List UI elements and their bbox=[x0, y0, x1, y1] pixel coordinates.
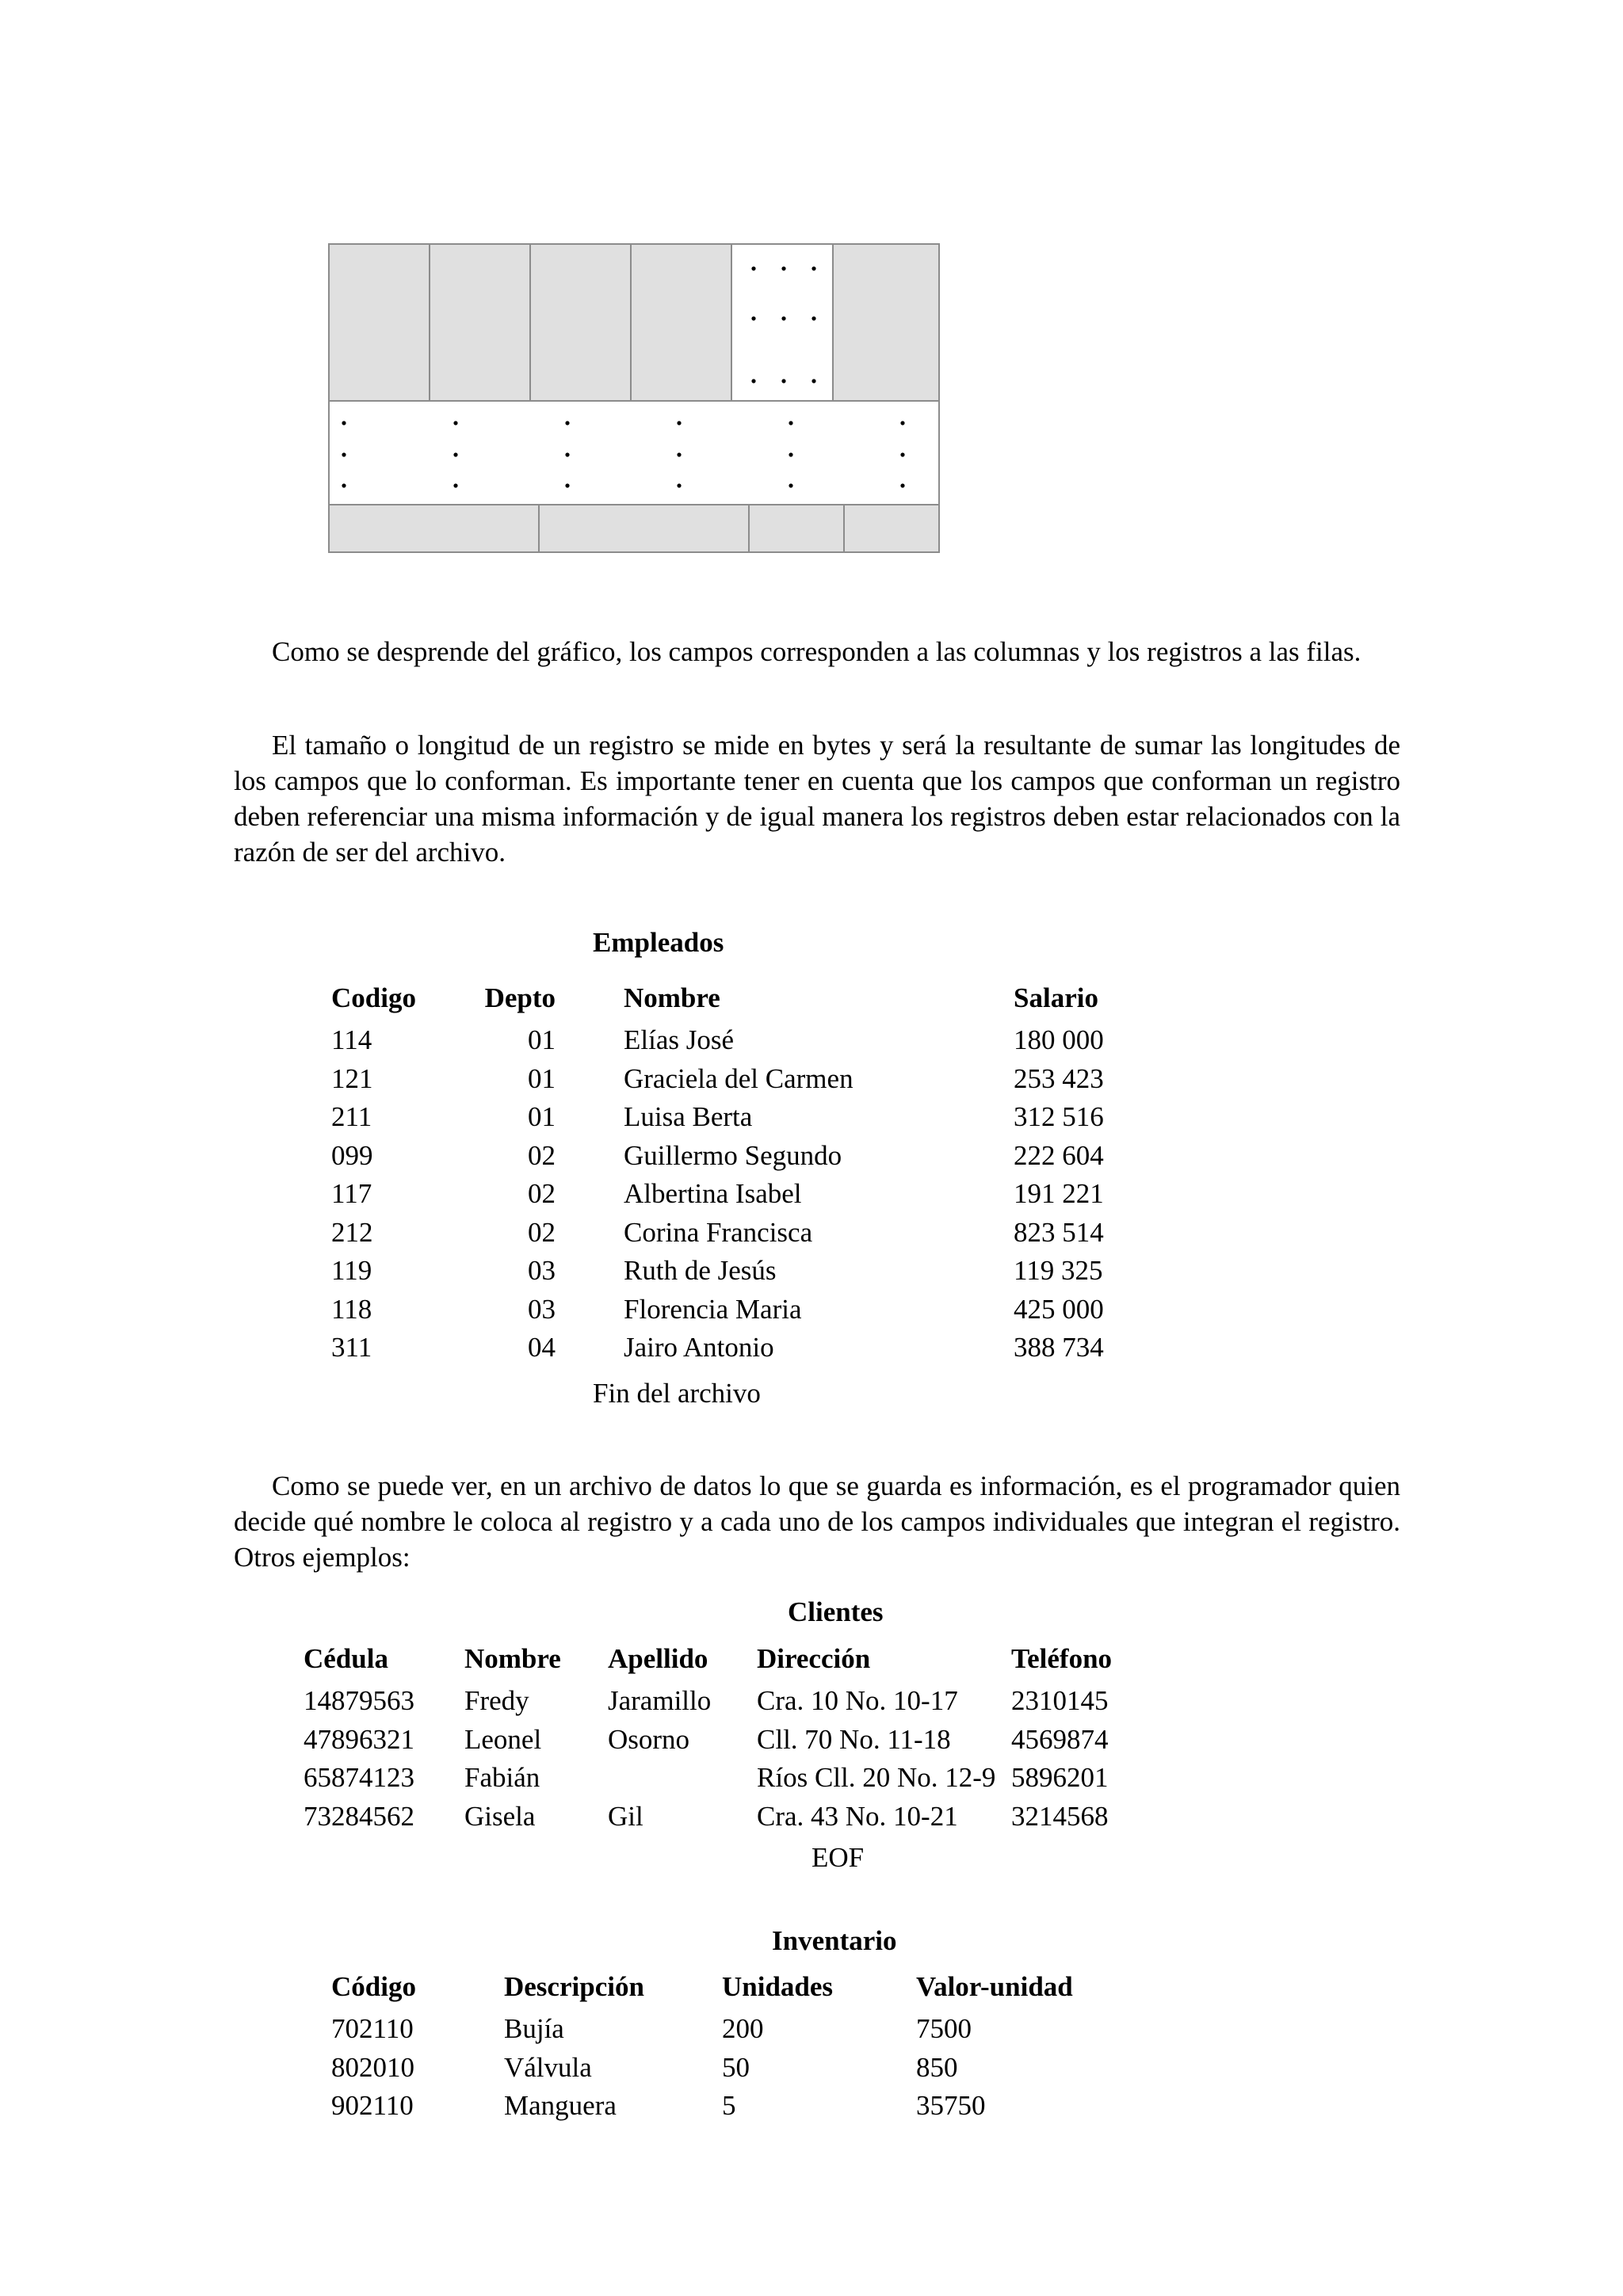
cell-telefono: 3214568 bbox=[1011, 1800, 1109, 1832]
table-row bbox=[0, 1759, 1109, 1797]
ellipsis-more-fields bbox=[751, 266, 815, 383]
cell-valor-unidad: 850 bbox=[916, 2051, 958, 2083]
cell-cedula: 47896321 bbox=[304, 1723, 414, 1755]
cell-depto: 02 bbox=[528, 1216, 556, 1248]
cell-codigo: 121 bbox=[331, 1062, 373, 1094]
table-row bbox=[0, 1329, 1104, 1367]
header-nombre: Nombre bbox=[464, 1643, 561, 1674]
table-row bbox=[0, 2049, 958, 2087]
header-descripcion: Descripción bbox=[504, 1971, 644, 2002]
top-field-cells bbox=[329, 244, 939, 401]
cell-nombre: Fredy bbox=[464, 1685, 529, 1716]
table-row bbox=[0, 1682, 1109, 1720]
ellipsis-more-records bbox=[342, 421, 904, 487]
field-cell-1 bbox=[329, 244, 430, 401]
record-structure-diagram bbox=[328, 243, 940, 554]
clientes-header-row bbox=[0, 1640, 1113, 1678]
record-cell-4 bbox=[844, 505, 939, 552]
cell-unidades: 200 bbox=[722, 2013, 764, 2044]
table-row bbox=[0, 1060, 1104, 1098]
inventario-table bbox=[0, 1968, 1073, 2121]
table-row bbox=[0, 1021, 1104, 1059]
cell-salario: 222 604 bbox=[1014, 1139, 1104, 1171]
cell-codigo: 702110 bbox=[331, 2013, 414, 2044]
inventario-header-row bbox=[0, 1968, 1073, 2006]
record-cell-1 bbox=[329, 505, 539, 552]
cell-descripcion: Bujía bbox=[504, 2013, 564, 2044]
cell-valor-unidad: 35750 bbox=[916, 2090, 986, 2121]
cell-codigo: 099 bbox=[331, 1139, 373, 1171]
cell-unidades: 5 bbox=[722, 2090, 736, 2121]
empleados-table bbox=[0, 979, 1104, 1363]
cell-nombre: Corina Francisca bbox=[624, 1216, 813, 1248]
cell-telefono: 2310145 bbox=[1011, 1685, 1109, 1716]
clientes-eof: EOF bbox=[812, 1842, 865, 1873]
cell-cedula: 14879563 bbox=[304, 1685, 414, 1716]
cell-nombre: Gisela bbox=[464, 1800, 536, 1832]
table-row bbox=[0, 1098, 1104, 1136]
paragraph-record-size bbox=[234, 727, 1400, 870]
cell-apellido: Osorno bbox=[608, 1723, 690, 1755]
empleados-title: Empleados bbox=[593, 927, 724, 958]
bottom-record-cells bbox=[329, 505, 939, 552]
cell-nombre: Albertina Isabel bbox=[624, 1178, 802, 1209]
cell-codigo: 802010 bbox=[331, 2051, 414, 2083]
cell-depto: 02 bbox=[528, 1139, 556, 1171]
cell-nombre: Fabián bbox=[464, 1762, 540, 1793]
cell-codigo: 212 bbox=[331, 1216, 373, 1248]
field-cell-4 bbox=[631, 244, 731, 401]
cell-telefono: 5896201 bbox=[1011, 1762, 1109, 1793]
cell-direccion: Cll. 70 No. 11-18 bbox=[757, 1723, 951, 1755]
cell-codigo: 902110 bbox=[331, 2090, 414, 2121]
cell-nombre: Elías José bbox=[624, 1024, 735, 1055]
paragraph-text: Como se puede ver, en un archivo de datos lo que se guarda es información, es el programador quien decide qué nombre le coloca al registro y a cada uno de los campos individuales que integran el registro. Otros ejemplos: bbox=[234, 1470, 1400, 1573]
cell-descripcion: Válvula bbox=[504, 2051, 592, 2083]
header-telefono: Teléfono bbox=[1011, 1643, 1113, 1674]
header-depto: Depto bbox=[484, 982, 556, 1013]
cell-depto: 02 bbox=[528, 1178, 556, 1209]
cell-apellido: Gil bbox=[608, 1800, 643, 1832]
table-row bbox=[0, 2010, 972, 2048]
cell-nombre: Jairo Antonio bbox=[624, 1332, 774, 1363]
header-codigo: Codigo bbox=[331, 982, 416, 1013]
cell-codigo: 117 bbox=[331, 1178, 372, 1209]
cell-codigo: 311 bbox=[331, 1332, 372, 1363]
cell-salario: 253 423 bbox=[1014, 1062, 1104, 1094]
empleados-header-row bbox=[0, 979, 1098, 1017]
field-cell-2 bbox=[430, 244, 530, 401]
header-direccion: Dirección bbox=[757, 1643, 871, 1674]
cell-depto: 03 bbox=[528, 1255, 556, 1286]
cell-nombre: Florencia Maria bbox=[624, 1293, 802, 1325]
cell-codigo: 118 bbox=[331, 1293, 372, 1325]
cell-unidades: 50 bbox=[722, 2051, 750, 2083]
table-row bbox=[0, 1252, 1103, 1290]
cell-nombre: Ruth de Jesús bbox=[624, 1255, 777, 1286]
cell-cedula: 73284562 bbox=[304, 1800, 414, 1832]
header-nombre: Nombre bbox=[624, 982, 720, 1013]
cell-salario: 312 516 bbox=[1014, 1101, 1104, 1132]
cell-salario: 388 734 bbox=[1014, 1332, 1104, 1363]
header-salario: Salario bbox=[1014, 982, 1098, 1013]
header-cedula: Cédula bbox=[304, 1643, 388, 1674]
header-codigo: Código bbox=[331, 1971, 416, 2002]
header-apellido: Apellido bbox=[608, 1643, 708, 1674]
cell-codigo: 211 bbox=[331, 1101, 372, 1132]
cell-codigo: 114 bbox=[331, 1024, 372, 1055]
cell-apellido: Jaramillo bbox=[608, 1685, 712, 1716]
field-cell-last bbox=[833, 244, 939, 401]
cell-salario: 823 514 bbox=[1014, 1216, 1104, 1248]
cell-salario: 191 221 bbox=[1014, 1178, 1104, 1209]
cell-depto: 04 bbox=[528, 1332, 556, 1363]
cell-direccion: Ríos Cll. 20 No. 12-9 bbox=[757, 1762, 996, 1793]
cell-salario: 119 325 bbox=[1014, 1255, 1103, 1286]
cell-nombre: Luisa Berta bbox=[624, 1101, 753, 1132]
cell-depto: 01 bbox=[528, 1024, 556, 1055]
cell-depto: 01 bbox=[528, 1101, 556, 1132]
table-row bbox=[0, 1291, 1104, 1329]
cell-nombre: Graciela del Carmen bbox=[624, 1062, 854, 1094]
header-unidades: Unidades bbox=[722, 1971, 834, 2002]
cell-nombre: Guillermo Segundo bbox=[624, 1139, 842, 1171]
paragraph-text: Como se desprende del gráfico, los campos corresponden a las columnas y los registros a las filas. bbox=[272, 636, 1361, 667]
cell-telefono: 4569874 bbox=[1011, 1723, 1109, 1755]
field-cell-3 bbox=[530, 244, 631, 401]
cell-salario: 180 000 bbox=[1014, 1024, 1104, 1055]
cell-direccion: Cra. 43 No. 10-21 bbox=[757, 1800, 958, 1832]
table-row bbox=[0, 1721, 1109, 1759]
table-row bbox=[0, 1214, 1104, 1252]
record-cell-3 bbox=[749, 505, 844, 552]
cell-cedula: 65874123 bbox=[304, 1762, 414, 1793]
cell-salario: 425 000 bbox=[1014, 1293, 1104, 1325]
table-row bbox=[0, 1798, 1109, 1836]
cell-codigo: 119 bbox=[331, 1255, 372, 1286]
paragraph-text: El tamaño o longitud de un registro se mide en bytes y será la resultante de sumar las longitudes de los campos que lo conforman. Es importante tener en cuenta que los campos que conforman un registro deben referenciar una misma información y de igual manera los registros deben estar relacionados con la razón de ser del archivo. bbox=[234, 730, 1400, 868]
header-valor-unidad: Valor-unidad bbox=[916, 1971, 1073, 2002]
paragraph-other-examples bbox=[234, 1468, 1400, 1575]
table-row bbox=[0, 1137, 1104, 1175]
cell-valor-unidad: 7500 bbox=[916, 2013, 972, 2044]
clientes-table bbox=[0, 1640, 1113, 1832]
record-cell-2 bbox=[539, 505, 749, 552]
paragraph-fields-columns bbox=[234, 634, 1400, 669]
inventario-title: Inventario bbox=[772, 1925, 897, 1956]
table-row bbox=[0, 2087, 986, 2125]
cell-nombre: Leonel bbox=[464, 1723, 542, 1755]
table-row bbox=[0, 1175, 1104, 1213]
cell-direccion: Cra. 10 No. 10-17 bbox=[757, 1685, 958, 1716]
cell-depto: 01 bbox=[528, 1062, 556, 1094]
cell-depto: 03 bbox=[528, 1293, 556, 1325]
clientes-title: Clientes bbox=[788, 1596, 884, 1627]
empleados-end-of-file: Fin del archivo bbox=[593, 1378, 761, 1409]
cell-descripcion: Manguera bbox=[504, 2090, 617, 2121]
